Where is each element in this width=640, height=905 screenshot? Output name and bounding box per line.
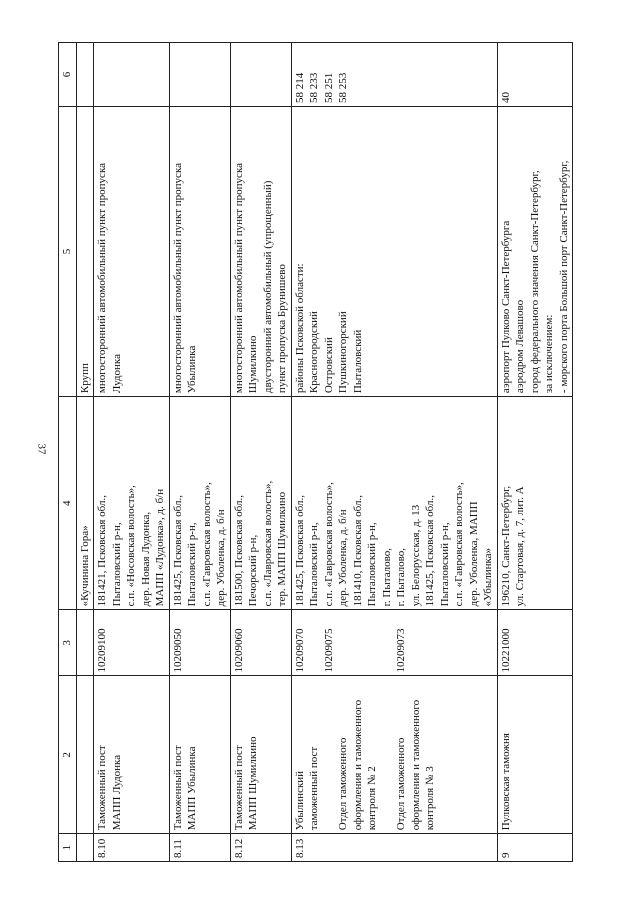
cell-line: [380, 679, 395, 830]
table-row: [94, 43, 170, 862]
cell-name: [497, 676, 573, 834]
cell-line: Пушкиногорский: [337, 311, 349, 394]
cell-line: Красногородский: [308, 311, 320, 394]
cell-line: Таможенный пост: [96, 745, 108, 831]
cell-num: 8.10: [94, 834, 170, 862]
cell-line: Убылинский: [293, 770, 306, 831]
cell-num: 9: [497, 834, 573, 862]
cell-line: МАПП Убылинка: [186, 746, 198, 831]
cell-line: контроля № 2: [366, 766, 378, 831]
cell-line: - морского порта Большой порт Санкт-Петербург,: [557, 160, 570, 394]
cell-extra: [94, 43, 170, 107]
cell-code: [76, 610, 94, 676]
cell-line: оформления и таможенного: [409, 699, 422, 831]
cell-address: [291, 397, 497, 610]
cell-line: 10209100: [96, 628, 108, 673]
cell-line: с.п. «Лавровская волость»,: [261, 480, 274, 607]
cell-line: Лудонка: [110, 354, 123, 394]
cell-line: 196210, Санкт-Петербург,: [499, 485, 512, 607]
cell-description: [76, 107, 94, 397]
cell-line: [351, 613, 366, 672]
cell-code: [230, 610, 291, 676]
table-row: [230, 43, 291, 862]
cell-line: Таможенный пост: [171, 745, 184, 831]
cell-line: пункт пропуска Брунишево: [276, 264, 288, 394]
cell-line: 10209050: [171, 628, 184, 673]
cell-line: Убылинка: [186, 345, 198, 394]
cell-line: 58 251: [322, 72, 335, 103]
cell-extra: [230, 43, 291, 107]
cell-line: многосторонний автомобильный пункт пропуска: [232, 162, 245, 394]
cell-name: [291, 676, 497, 834]
cell-line: город федерального значения Санкт-Петербург,: [528, 170, 541, 394]
cell-line: 181421, Псковская обл.,: [96, 495, 108, 607]
cell-line: 58 214: [293, 72, 306, 103]
cell-code: [497, 610, 573, 676]
cell-line: МАПП Шумилкино: [247, 736, 259, 831]
cell-line: Островский: [322, 337, 335, 394]
cell-line: [365, 613, 380, 672]
table-row: [497, 43, 573, 862]
cell-line: 10209070: [293, 628, 306, 673]
table-row: [76, 43, 94, 862]
cell-line: Пыталовский: [351, 329, 364, 394]
cell-line: оформления и таможенного: [351, 699, 364, 831]
cell-num: 8.12: [230, 834, 291, 862]
cell-line: 10209075: [322, 628, 335, 673]
cell-line: ул. Стартовая, д. 7, лит. А: [514, 486, 526, 607]
table-row: [291, 43, 497, 862]
cell-line: Крупп: [78, 363, 91, 394]
cell-num: [76, 834, 94, 862]
cell-line: Отдел таможенного: [337, 737, 349, 831]
cell-line: дер. Уболенка, МАПП: [467, 501, 480, 607]
cell-line: многосторонний автомобильный пункт пропуска: [96, 162, 108, 394]
cell-line: районы Псковской области:: [293, 263, 306, 394]
cell-line: контроля № 3: [424, 766, 436, 831]
cell-num: 8.11: [169, 834, 230, 862]
cell-line: [307, 613, 322, 672]
cell-extra: [169, 43, 230, 107]
cell-line: г. Пыталово,: [395, 547, 407, 607]
cell-line: Таможенный пост: [232, 745, 245, 831]
cell-line: 10209073: [395, 628, 407, 673]
cell-code: [169, 610, 230, 676]
cell-description: [94, 107, 170, 397]
header-row: [59, 43, 77, 862]
cell-line: с.п. «Гавровская волость»,: [200, 482, 213, 607]
cell-code: [94, 610, 170, 676]
cell-line: г. Пыталово,: [380, 547, 393, 607]
cell-extra: [497, 43, 573, 107]
cell-line: Пулковская таможня: [499, 733, 512, 831]
cell-line: аэродром Левашово: [514, 299, 526, 394]
cell-name: [230, 676, 291, 834]
cell-line: 10209060: [232, 628, 245, 673]
cell-description: [169, 107, 230, 397]
column-header: 2: [59, 676, 77, 834]
cell-line: [380, 613, 395, 672]
cell-description: [291, 107, 497, 397]
rotated-page: [58, 42, 598, 862]
cell-line: двусторонний автомобильный (упрощенный): [261, 180, 274, 394]
cell-line: тер. МАПП Шумилкино: [276, 491, 288, 607]
cell-line: Пыталовский р-н,: [308, 522, 320, 607]
cell-line: [336, 613, 351, 672]
cell-line: ул. Белорусская, д. 13: [409, 504, 422, 607]
page-number: 37: [35, 443, 48, 455]
cell-address: [94, 397, 170, 610]
cell-line: 181425, Псковская обл.,: [424, 495, 436, 607]
cell-line: 181410, Псковская обл.,: [351, 495, 364, 607]
cell-address: [497, 397, 573, 610]
customs-table: [58, 42, 573, 862]
cell-line: с.п. «Гавровская волость»,: [453, 482, 465, 607]
cell-line: 181500, Псковская обл.,: [232, 495, 245, 607]
cell-line: 181425, Псковская обл.,: [171, 495, 184, 607]
cell-address: [230, 397, 291, 610]
cell-description: [230, 107, 291, 397]
cell-name: [76, 676, 94, 834]
table-row: [169, 43, 230, 862]
cell-description: [497, 107, 573, 397]
cell-num: 8.13: [291, 834, 497, 862]
cell-line: аэропорт Пулково Санкт-Петербурга: [499, 220, 512, 394]
column-header: 3: [59, 610, 77, 676]
cell-line: МАПП «Лудонка», д. б/н: [154, 488, 166, 607]
cell-extra: [76, 43, 94, 107]
column-header: 1: [59, 834, 77, 862]
cell-code: [291, 610, 497, 676]
cell-line: 181425, Псковская обл.,: [293, 495, 306, 607]
cell-line: таможенный пост: [308, 746, 320, 831]
cell-address: [76, 397, 94, 610]
column-header: 4: [59, 397, 77, 610]
cell-name: [169, 676, 230, 834]
cell-line: многосторонний автомобильный пункт пропуска: [171, 162, 184, 394]
cell-line: дер. Уболенка, д. б/н: [215, 509, 227, 607]
cell-line: за исключением:: [543, 314, 555, 394]
cell-extra: [291, 43, 497, 107]
cell-line: «Убылинка»: [482, 547, 494, 607]
cell-address: [169, 397, 230, 610]
cell-line: Шумилкино: [247, 335, 259, 394]
cell-line: 58 253: [337, 72, 349, 103]
column-header: 6: [59, 43, 77, 107]
cell-line: 10221000: [499, 628, 512, 673]
table-body: [76, 43, 573, 862]
cell-line: [322, 679, 337, 830]
cell-line: 40: [499, 92, 512, 103]
cell-line: с.п. «Гавровская волость»,: [322, 482, 335, 607]
cell-line: дер. Новая Лудонка,: [139, 511, 152, 607]
cell-line: «Кучинина Гора»: [78, 525, 91, 607]
cell-line: Пыталовский р-н,: [366, 522, 378, 607]
cell-line: Пыталовский р-н,: [110, 522, 123, 607]
cell-line: Печорский р-н,: [247, 534, 259, 607]
cell-line: дер. Уболенка, д. б/н: [337, 509, 349, 607]
cell-line: Пыталовский р-н,: [438, 522, 451, 607]
cell-line: с.п. «Носовская волость»,: [125, 485, 137, 607]
cell-line: МАПП Лудонка: [110, 754, 123, 831]
column-header: 5: [59, 107, 77, 397]
cell-line: 58 233: [308, 72, 320, 103]
cell-line: Пыталовский р-н,: [186, 522, 198, 607]
cell-name: [94, 676, 170, 834]
cell-line: Отдел таможенного: [395, 737, 407, 831]
